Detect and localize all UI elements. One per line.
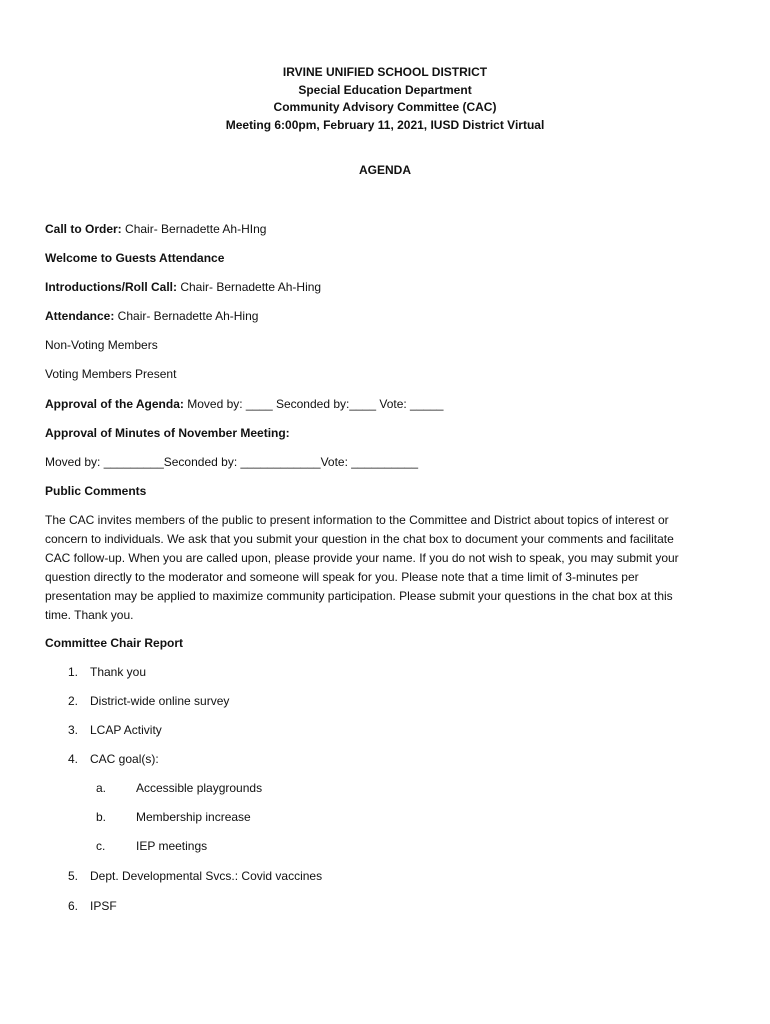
list-number: 3. [68, 723, 79, 737]
list-item: LCAP Activity [90, 723, 162, 737]
list-item: IPSF [90, 899, 117, 913]
voting-line: Voting Members Present [45, 367, 177, 381]
list-item: District-wide online survey [90, 694, 230, 708]
paragraph-line: The CAC invites members of the public to present information to the Committee and District about topics of interest or [45, 513, 669, 527]
paragraph-line: question directly to the moderator and someone will speak for you. Please note that a time limit of 3-minutes per [45, 570, 639, 584]
approval-minutes-line [45, 425, 290, 441]
attendance-line [45, 308, 258, 324]
sublist-letter: c. [96, 839, 106, 853]
agenda-title: AGENDA [358, 163, 411, 177]
non-voting-line: Non-Voting Members [45, 338, 158, 352]
approval-agenda-label: Approval of the Agenda: [45, 397, 184, 411]
document-header [0, 64, 770, 134]
sublist-item: IEP meetings [136, 839, 208, 853]
district-name: IRVINE UNIFIED SCHOOL DISTRICT [282, 65, 488, 79]
call-to-order-line [45, 221, 266, 237]
public-comments-heading [45, 483, 146, 499]
list-number: 1. [68, 665, 79, 679]
attendance-value: Chair- Bernadette Ah-Hing [114, 309, 259, 323]
department-name: Special Education Department [298, 82, 472, 97]
list-item: CAC goal(s): [90, 752, 159, 766]
chair-report-title: Committee Chair Report [45, 636, 184, 650]
meeting-info: Meeting 6:00pm, February 11, 2021, IUSD District Virtual [225, 117, 545, 132]
sublist-letter: a. [96, 781, 107, 795]
welcome-label: Welcome to Guests Attendance [45, 251, 225, 265]
list-item: Thank you [90, 665, 147, 679]
paragraph-line: presentation may be applied to maximize community participation. Please submit your questions in the chat box at this [45, 589, 673, 603]
public-comments-label: Public Comments [45, 484, 147, 498]
list-number: 2. [68, 694, 79, 708]
introductions-label: Introductions/Roll Call: [45, 280, 177, 294]
list-number: 4. [68, 752, 79, 766]
paragraph-line: CAC follow-up. When you are called upon, please provide your name. If you do not wish to speak, you may submit your [45, 551, 679, 565]
sublist-item: Accessible playgrounds [136, 781, 263, 795]
attendance-label: Attendance: [45, 309, 115, 323]
committee-name: Community Advisory Committee (CAC) [273, 100, 497, 114]
public-comments-paragraph [45, 511, 725, 625]
approval-agenda-value: Moved by: ____ Seconded by:____ Vote: _____ [183, 397, 444, 411]
introductions-line [45, 279, 321, 295]
list-item: Dept. Developmental Svcs.: Covid vaccines [90, 869, 323, 883]
call-to-order-label: Call to Order: [45, 222, 122, 236]
welcome-line [45, 250, 224, 266]
list-number: 6. [68, 899, 79, 913]
approval-agenda-line [45, 396, 443, 412]
introductions-value: Chair- Bernadette Ah-Hing [177, 280, 322, 294]
chair-report-heading [45, 635, 183, 651]
moved-by-line: Moved by: _________Seconded by: ____________Vote: __________ [45, 455, 418, 469]
list-number: 5. [68, 869, 79, 883]
approval-minutes-label: Approval of Minutes of November Meeting: [45, 426, 290, 440]
sublist-item: Membership increase [136, 810, 251, 824]
paragraph-line: time. Thank you. [45, 608, 134, 622]
call-to-order-value: Chair- Bernadette Ah-HIng [121, 222, 267, 236]
paragraph-line: concern to individuals. We ask that you submit your question in the chat box to document your comments and facilitate [45, 532, 674, 546]
sublist-letter: b. [96, 810, 107, 824]
